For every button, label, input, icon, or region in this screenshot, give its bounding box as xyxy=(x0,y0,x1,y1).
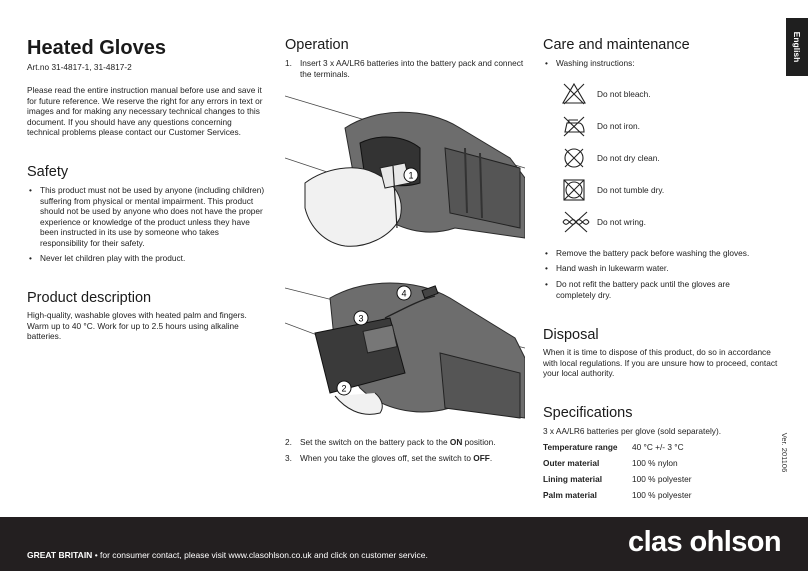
glove-illustration-1 xyxy=(285,88,525,263)
spec-key: Palm material xyxy=(543,490,597,500)
footer xyxy=(0,517,808,571)
safety-item-text: This product must not be used by anyone (including children) suffering from physical or mental impairment. This product should not be used by anyone who does not have the proper experience or knowledge of the product unless they have been instructed in its use by someone who takes responsibility for their safety. xyxy=(40,185,265,248)
operation-step-3 xyxy=(285,453,525,464)
step-number: 2. xyxy=(285,437,292,447)
specs-heading: Specifications xyxy=(543,405,633,421)
step-text: Insert 3 x AA/LR6 batteries into the battery pack and connect the terminals. xyxy=(300,58,524,79)
care-item-text: Do not refit the battery pack until the gloves are completely dry. xyxy=(556,279,730,300)
care-heading: Care and maintenance xyxy=(543,37,690,53)
product-text: High-quality, washable gloves with heated palm and fingers. Warm up to 40 °C. Work for up to 2.5 hours using alkaline batteries. xyxy=(27,310,247,342)
callout-label: 2 xyxy=(341,383,347,394)
version-label: Ver. 201106 xyxy=(779,432,789,473)
footer-country: GREAT BRITAIN xyxy=(27,550,93,560)
no-wring-icon xyxy=(561,209,591,235)
spec-row xyxy=(543,487,692,503)
care-symbol-row xyxy=(561,145,761,171)
operation-heading: Operation xyxy=(285,37,349,53)
product-heading: Product description xyxy=(27,290,152,306)
safety-item-text: Never let children play with the product. xyxy=(40,253,186,263)
footer-contact-text: for consumer contact, please visit www.clasohlson.co.uk and click on customer service. xyxy=(100,550,428,560)
symbol-label: Do not wring. xyxy=(597,217,646,227)
disposal-text: When it is time to dispose of this product, do so in accordance with local regulations. If you are unsure how to proceed, contact your local authority. xyxy=(543,347,778,379)
symbol-label: Do not bleach. xyxy=(597,89,651,99)
no-iron-icon xyxy=(561,113,587,139)
safety-item: • This product must not be used by anyone (including children) suffering from physical or mental impairment. This product should not be used by anyone who does not have the proper experience or knowledge of the product unless they have been instructed in its use by someone who takes responsibility for their safety. xyxy=(29,185,265,248)
disposal-heading: Disposal xyxy=(543,327,599,343)
symbol-label: Do not dry clean. xyxy=(597,153,660,163)
specs-intro: 3 x AA/LR6 batteries per glove (sold separately). xyxy=(543,426,722,436)
glove-illustration-2 xyxy=(285,278,525,428)
care-wash-intro: • Washing instructions: xyxy=(545,58,635,68)
intro-text: Please read the entire instruction manual before use and save it for future reference. We reserve the right for any errors in text or images and for making any necessary technical changes to this document. If you should have any questions concerning technical problems please contact our Customer Services. xyxy=(27,85,263,138)
spec-value: 100 % polyester xyxy=(632,490,692,500)
spec-row xyxy=(543,439,692,455)
callout-label: 3 xyxy=(358,313,364,324)
care-symbol-row xyxy=(561,113,761,139)
care-symbol-row xyxy=(561,209,761,235)
spec-key: Temperature range xyxy=(543,442,618,452)
no-tumble-dry-icon xyxy=(561,177,587,203)
no-bleach-icon xyxy=(561,81,587,107)
care-item: • Remove the battery pack before washing the gloves. xyxy=(545,248,750,258)
spec-value: 100 % nylon xyxy=(632,458,678,468)
callout-label: 1 xyxy=(408,170,414,181)
step-number: 3. xyxy=(285,453,292,463)
step-emphasis: OFF xyxy=(473,453,490,463)
care-item: • Hand wash in lukewarm water. xyxy=(545,263,669,273)
page-title: Heated Gloves xyxy=(27,37,166,59)
step-text: When you take the gloves off, set the switch to xyxy=(300,453,474,463)
spec-row xyxy=(543,471,692,487)
language-tab xyxy=(786,18,808,76)
spec-row xyxy=(543,455,692,471)
safety-heading: Safety xyxy=(27,164,69,180)
care-symbol-row xyxy=(561,177,761,203)
operation-step-1 xyxy=(285,58,525,79)
language-label: English xyxy=(792,31,802,63)
symbol-label: Do not tumble dry. xyxy=(597,185,665,195)
article-number: Art.no 31-4817-1, 31-4817-2 xyxy=(27,62,132,72)
step-text: position. xyxy=(462,437,496,447)
footer-separator: • xyxy=(92,550,101,560)
step-text: Set the switch on the battery pack to the xyxy=(300,437,450,447)
symbol-label: Do not iron. xyxy=(597,121,640,131)
callout-label: 4 xyxy=(401,288,407,299)
step-emphasis: ON xyxy=(449,437,463,447)
spec-key: Lining material xyxy=(543,474,603,484)
brand-logo: clas ohlson xyxy=(628,526,781,558)
specs-table xyxy=(543,439,692,503)
footer-contact xyxy=(27,550,428,560)
care-item-text: Hand wash in lukewarm water. xyxy=(556,263,669,273)
step-number: 1. xyxy=(285,58,292,68)
operation-step-2 xyxy=(285,437,525,448)
care-item-text: Remove the battery pack before washing the gloves. xyxy=(556,248,750,258)
safety-item: • Never let children play with the product. xyxy=(29,253,186,263)
spec-value: 100 % polyester xyxy=(632,474,692,484)
step-text: . xyxy=(489,453,493,463)
no-dry-clean-icon xyxy=(561,145,587,171)
wash-intro-text: Washing instructions: xyxy=(556,58,635,68)
spec-value: 40 °C +/- 3 °C xyxy=(632,442,684,452)
care-item: • Do not refit the battery pack until the gloves are completely dry. xyxy=(545,279,730,300)
spec-key: Outer material xyxy=(543,458,600,468)
care-symbol-row xyxy=(561,81,761,107)
